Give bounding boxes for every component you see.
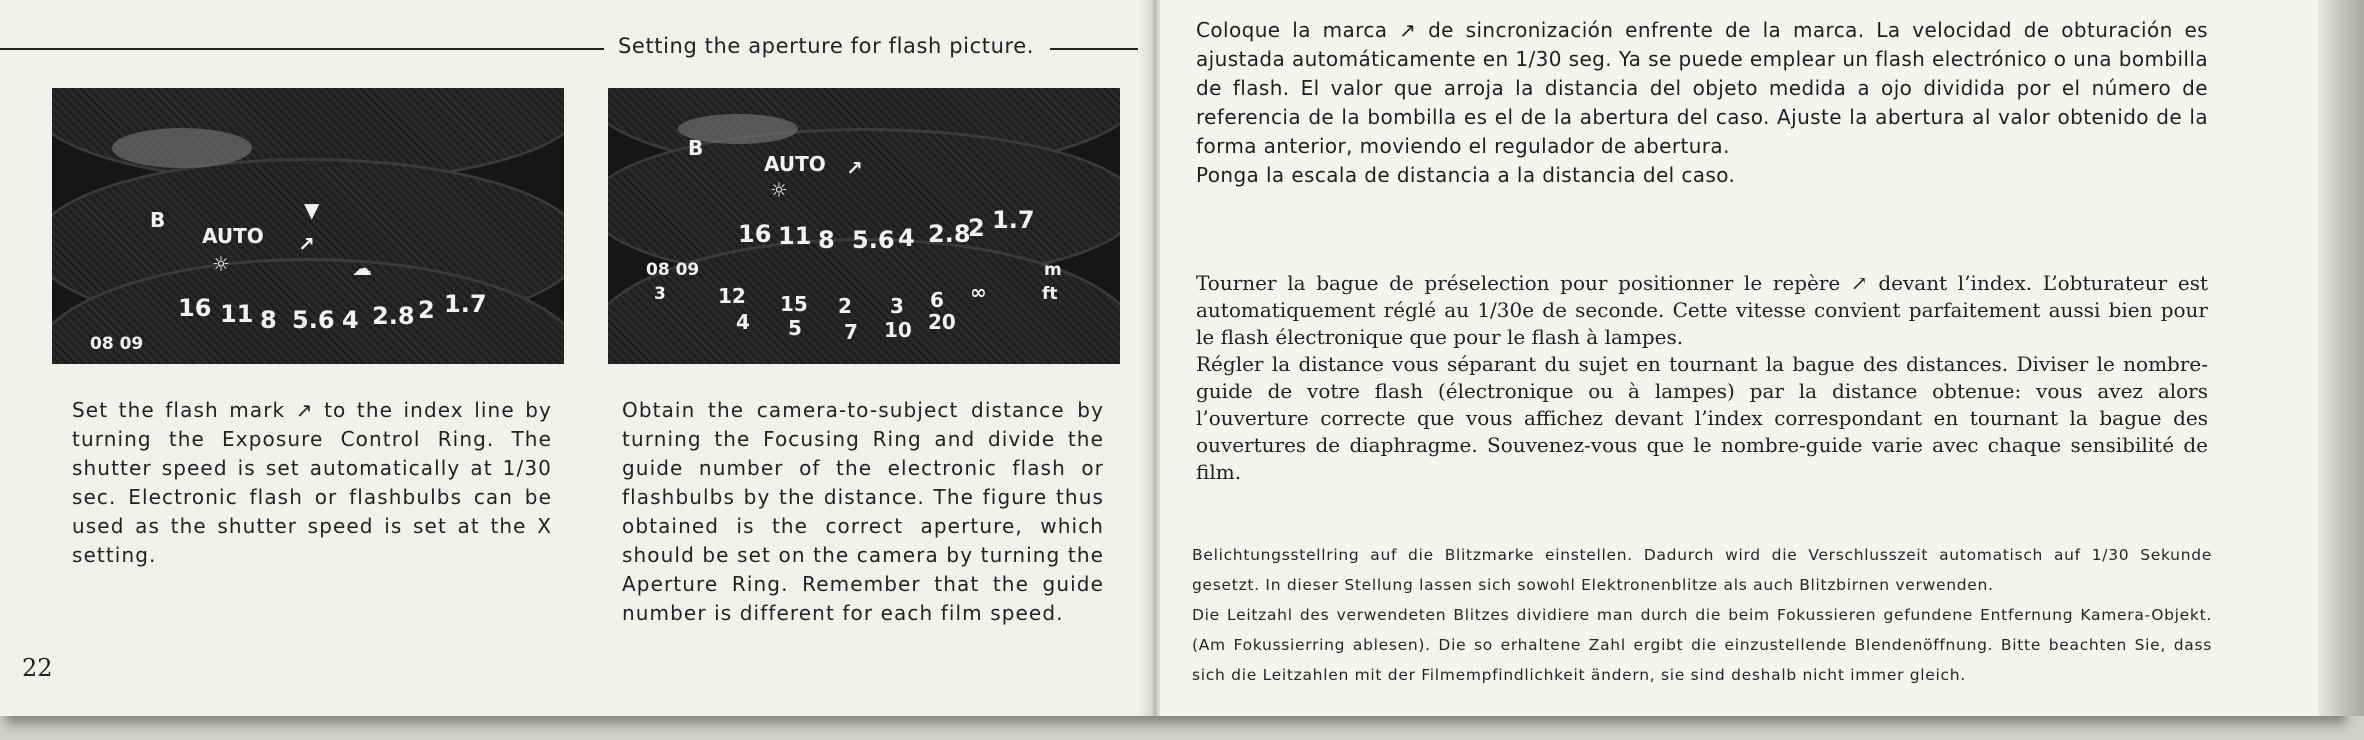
spanish-paragraph-1: Coloque la marca ↗ de sincronización enfrente de la marca. La velocidad de obturación es ajustada automáticamente en 1/30 seg. Ya se puede emplear un flash electrónico o una bombilla de flash. El valor que arroja la distancia del objeto medida a ojo dividida por el número de referencia de la bombilla es el de la abertura del caso. Ajuste la abertura al valor obtenido de la forma anterior, moviendo el regulador de abertura. [1196,18,2208,158]
aperture-16: 16 [738,220,772,248]
french-instructions [1196,270,2208,486]
spanish-instructions [1196,16,2208,190]
spanish-paragraph-2: Ponga la escala de distancia a la distancia del caso. [1196,163,1736,187]
french-paragraph-1: Tourner la bague de préselection pour positionner le repère ↗ devant l’index. L’obturateur est automatiquement réglé au 1/30e de seconde. Cette vitesse convient parfaitement aussi bien pour le flash électronique que pour le flash à lampes. [1196,271,2208,349]
aperture-4: 4 [898,224,915,252]
distance-2: 2 [838,294,852,318]
aperture-11: 11 [778,222,812,250]
aperture-1-7: 1.7 [444,290,487,318]
photo-focusing-ring [608,88,1120,364]
aperture-11: 11 [220,300,254,328]
label-b: B [688,136,704,160]
german-paragraph-2: Die Leitzahl des verwendeten Blitzes dividiere man durch die beim Fokussieren gefundene Entfernung Kamera-Objekt. (Am Fokussierring ablesen). Die so erhaltene Zahl ergibt die einzustellende Blendenöffnung. Bitte beachten Sie, dass sich die Leitzahlen mit der Filmempfindlichkeit ändern, sie sind deshalb nicht immer gleich. [1192,606,2212,684]
page-edge-shadow [2318,0,2364,716]
caption-exposure-ring: Set the flash mark ↗ to the index line by turning the Exposure Control Ring. The shutter speed is set automatically at 1/30 sec. Electronic flash or flashbulbs can be used as the shutter speed is set at the X setting. [72,398,552,567]
distance-12: 12 [718,284,746,308]
label-b: B [150,208,166,232]
distance-ft-7: 7 [844,320,858,344]
left-page [0,0,1148,716]
sun-icon: ☼ [770,178,788,202]
aperture-2: 2 [968,214,985,242]
aperture-2-8: 2.8 [928,220,971,248]
side-scale-label-2: 3 [654,284,666,304]
flash-mark-icon: ↗ [846,156,863,180]
aperture-16: 16 [178,294,212,322]
distance-ft-5: 5 [788,316,802,340]
distance-15: 15 [780,292,808,316]
cloud-icon: ☁ [352,256,372,280]
french-paragraph-2: Régler la distance vous séparant du sujet en tournant la bague des distances. Diviser le nombre-guide de votre flash (électronique ou à lampes) par la distance obtenue: vous avez alors l’ouverture correcte que vous affichez devant l’index correspondant en tournant la bague des ouvertures de diaphragme. Souvenez-vous que le nombre-guide varie avec chaque sensibilité de film. [1196,352,2208,484]
section-title: Setting the aperture for flash picture. [618,34,1035,58]
index-triangle: ▼ [304,198,320,222]
aperture-2: 2 [418,296,435,324]
aperture-8: 8 [260,306,277,334]
page-number: 22 [22,654,53,682]
lens-glare [112,128,252,168]
side-scale-label: 08 09 [646,260,700,280]
german-paragraph-1: Belichtungsstellring auf die Blitzmarke einstellen. Dadurch wird die Verschlusszeit automatisch auf 1/30 Sekunde gesetzt. In dieser Stellung lassen sich sowohl Elektronenblitze als auch Blitzbirnen verwenden. [1192,546,2212,594]
unit-ft: ft [1042,284,1058,304]
distance-ft-4: 4 [736,310,750,334]
distance-ft-20: 20 [928,310,956,334]
aperture-5-6: 5.6 [852,226,895,254]
german-instructions [1192,540,2212,690]
aperture-2-8: 2.8 [372,302,415,330]
sun-icon: ☼ [212,252,230,276]
section-rule-left [0,48,604,50]
aperture-8: 8 [818,226,835,254]
label-auto: AUTO [202,224,264,248]
aperture-4: 4 [342,306,359,334]
unit-m: m [1044,260,1062,280]
distance-infinity: ∞ [970,280,987,304]
distance-3: 3 [890,294,904,318]
distance-scale-fragment: 08 09 [90,334,144,354]
distance-6: 6 [930,288,944,312]
distance-ft-10: 10 [884,318,912,342]
aperture-1-7: 1.7 [992,206,1035,234]
flash-mark-icon: ↗ [298,232,315,256]
aperture-5-6: 5.6 [292,306,335,334]
label-auto: AUTO [764,152,826,176]
caption-focusing-ring: Obtain the camera-to-subject distance by turning the Focusing Ring and divide the guide number of the electronic flash or flashbulbs by the distance. The figure thus obtained is the correct aperture, which should be set on the camera by turning the Aperture Ring. Remember that the guide number is different for each film speed. [622,398,1104,625]
photo-exposure-ring [52,88,564,364]
